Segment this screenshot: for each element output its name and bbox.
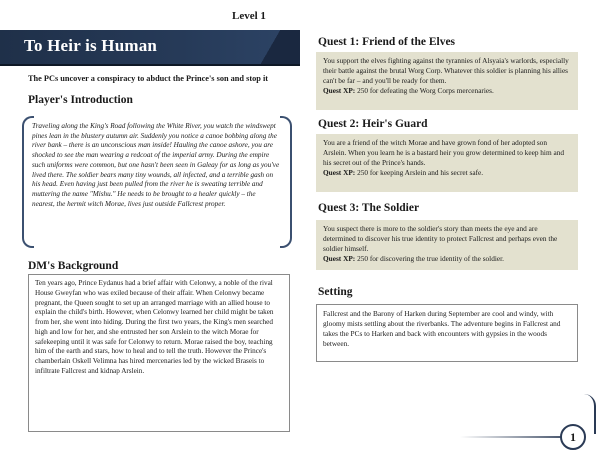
setting-heading: Setting — [318, 286, 353, 298]
quest-3-text: You suspect there is more to the soldier's story than meets the eye and are determined to discover his true identity to protect Fallcrest and perhaps even the soldier himself. — [323, 224, 558, 254]
page-subtitle: The PCs uncover a conspiracy to abduct the Prince's son and stop it — [28, 74, 269, 83]
bracket-right — [280, 116, 292, 248]
quest-1-xp-label: Quest XP: — [323, 86, 356, 96]
intro-text: Traveling along the King's Road following the White River, you watch the windswept pines lean in the blustery autumn air. Suddenly you notice a canoe bobbing along the river bank – there is an unconscious man inside! Hauling the canoe ashore, you are shocked to see the man wearing a redcoat of the imperial army. During the empire such uniforms were common, but one hasn't been seen in Galeay for as long as you've lived there. The soldier bears many tiny wounds, all infected, and a terrible gash on his head. Even having just been pulled from the river he is sweating terrible and muttering the name "Mishu." He needs to be brought to a healer quickly – the nearest, the hermit witch Morae, lives just outside Fallcrest proper. — [32, 122, 280, 208]
setting-text: Fallcrest and the Barony of Harken during September are cool and windy, with gloomy mists settling about the riverbanks. The adventure begins in Fallcrest and takes the PCs to Harken and back with encounters with gypsies in the woods between. — [323, 309, 561, 349]
quest-3-xp-text: 250 for discovering the true identity of the soldier. — [357, 254, 504, 264]
page-flourish — [582, 394, 596, 434]
dm-heading: DM's Background — [28, 260, 119, 272]
page-number: 1 — [570, 430, 576, 444]
quest-2-box — [316, 134, 578, 192]
page-title: To Heir is Human — [24, 36, 158, 55]
dm-text: Ten years ago, Prince Eydanus had a brief affair with Celonwy, a noble of the rival House Gweyfan who was exiled because of their affair. When Celonwy became pregnant, the Queen sought to set up an arranged marriage with an allied house to explain the child's birth. However, when Celonwy learned her child might be taken from her, she went into hiding. During the first two years, the King's men searched high and low for her, and she entrusted her son Arslein to the witch Morae for safekeeping until it was safe for Celonwy to return. Morae raised the boy, teaching him of the earth and stars, how to heal and to tell the truth. However the Prince's chamberlain Oskell Velimna has hired mercenaries led by the wicked Braseis to infiltrate Fallcrest and kidnap Arslein. — [35, 279, 274, 376]
quest-2-text: You are a friend of the witch Morae and have grown fond of her adopted son Arslein. When you learn he is a bastard heir you grow determined to keep him and his secret out of the Prince's hands. — [323, 138, 564, 168]
quest-3-xp-label: Quest XP: — [323, 254, 356, 264]
quest-1-box — [316, 52, 578, 110]
banner-ornament — [254, 30, 300, 64]
intro-box — [28, 116, 286, 248]
quest-3-box — [316, 220, 578, 270]
quest-2-xp-label: Quest XP: — [323, 168, 356, 178]
dm-box — [28, 274, 290, 432]
quest-1-xp-text: 250 for defeating the Worg Corps mercenaries. — [357, 86, 494, 96]
level-label: Level 1 — [232, 10, 266, 22]
quest-3-heading: Quest 3: The Soldier — [318, 202, 420, 214]
quest-2-heading: Quest 2: Heir's Guard — [318, 118, 428, 130]
quest-1-text: You support the elves fighting against the tyrannies of Alsyaia's warlords, especially their battle against the brutal Worg Corp. Whatever this soldier is planning his allies can't be far – and you'll be ready for them. — [323, 56, 569, 86]
quest-2-xp-text: 250 for keeping Arslein and his secret safe. — [357, 168, 484, 178]
page-number-badge — [560, 424, 586, 450]
title-banner — [0, 30, 300, 66]
quest-1-heading: Quest 1: Friend of the Elves — [318, 36, 456, 48]
intro-heading: Player's Introduction — [28, 94, 133, 106]
setting-box — [316, 304, 578, 362]
